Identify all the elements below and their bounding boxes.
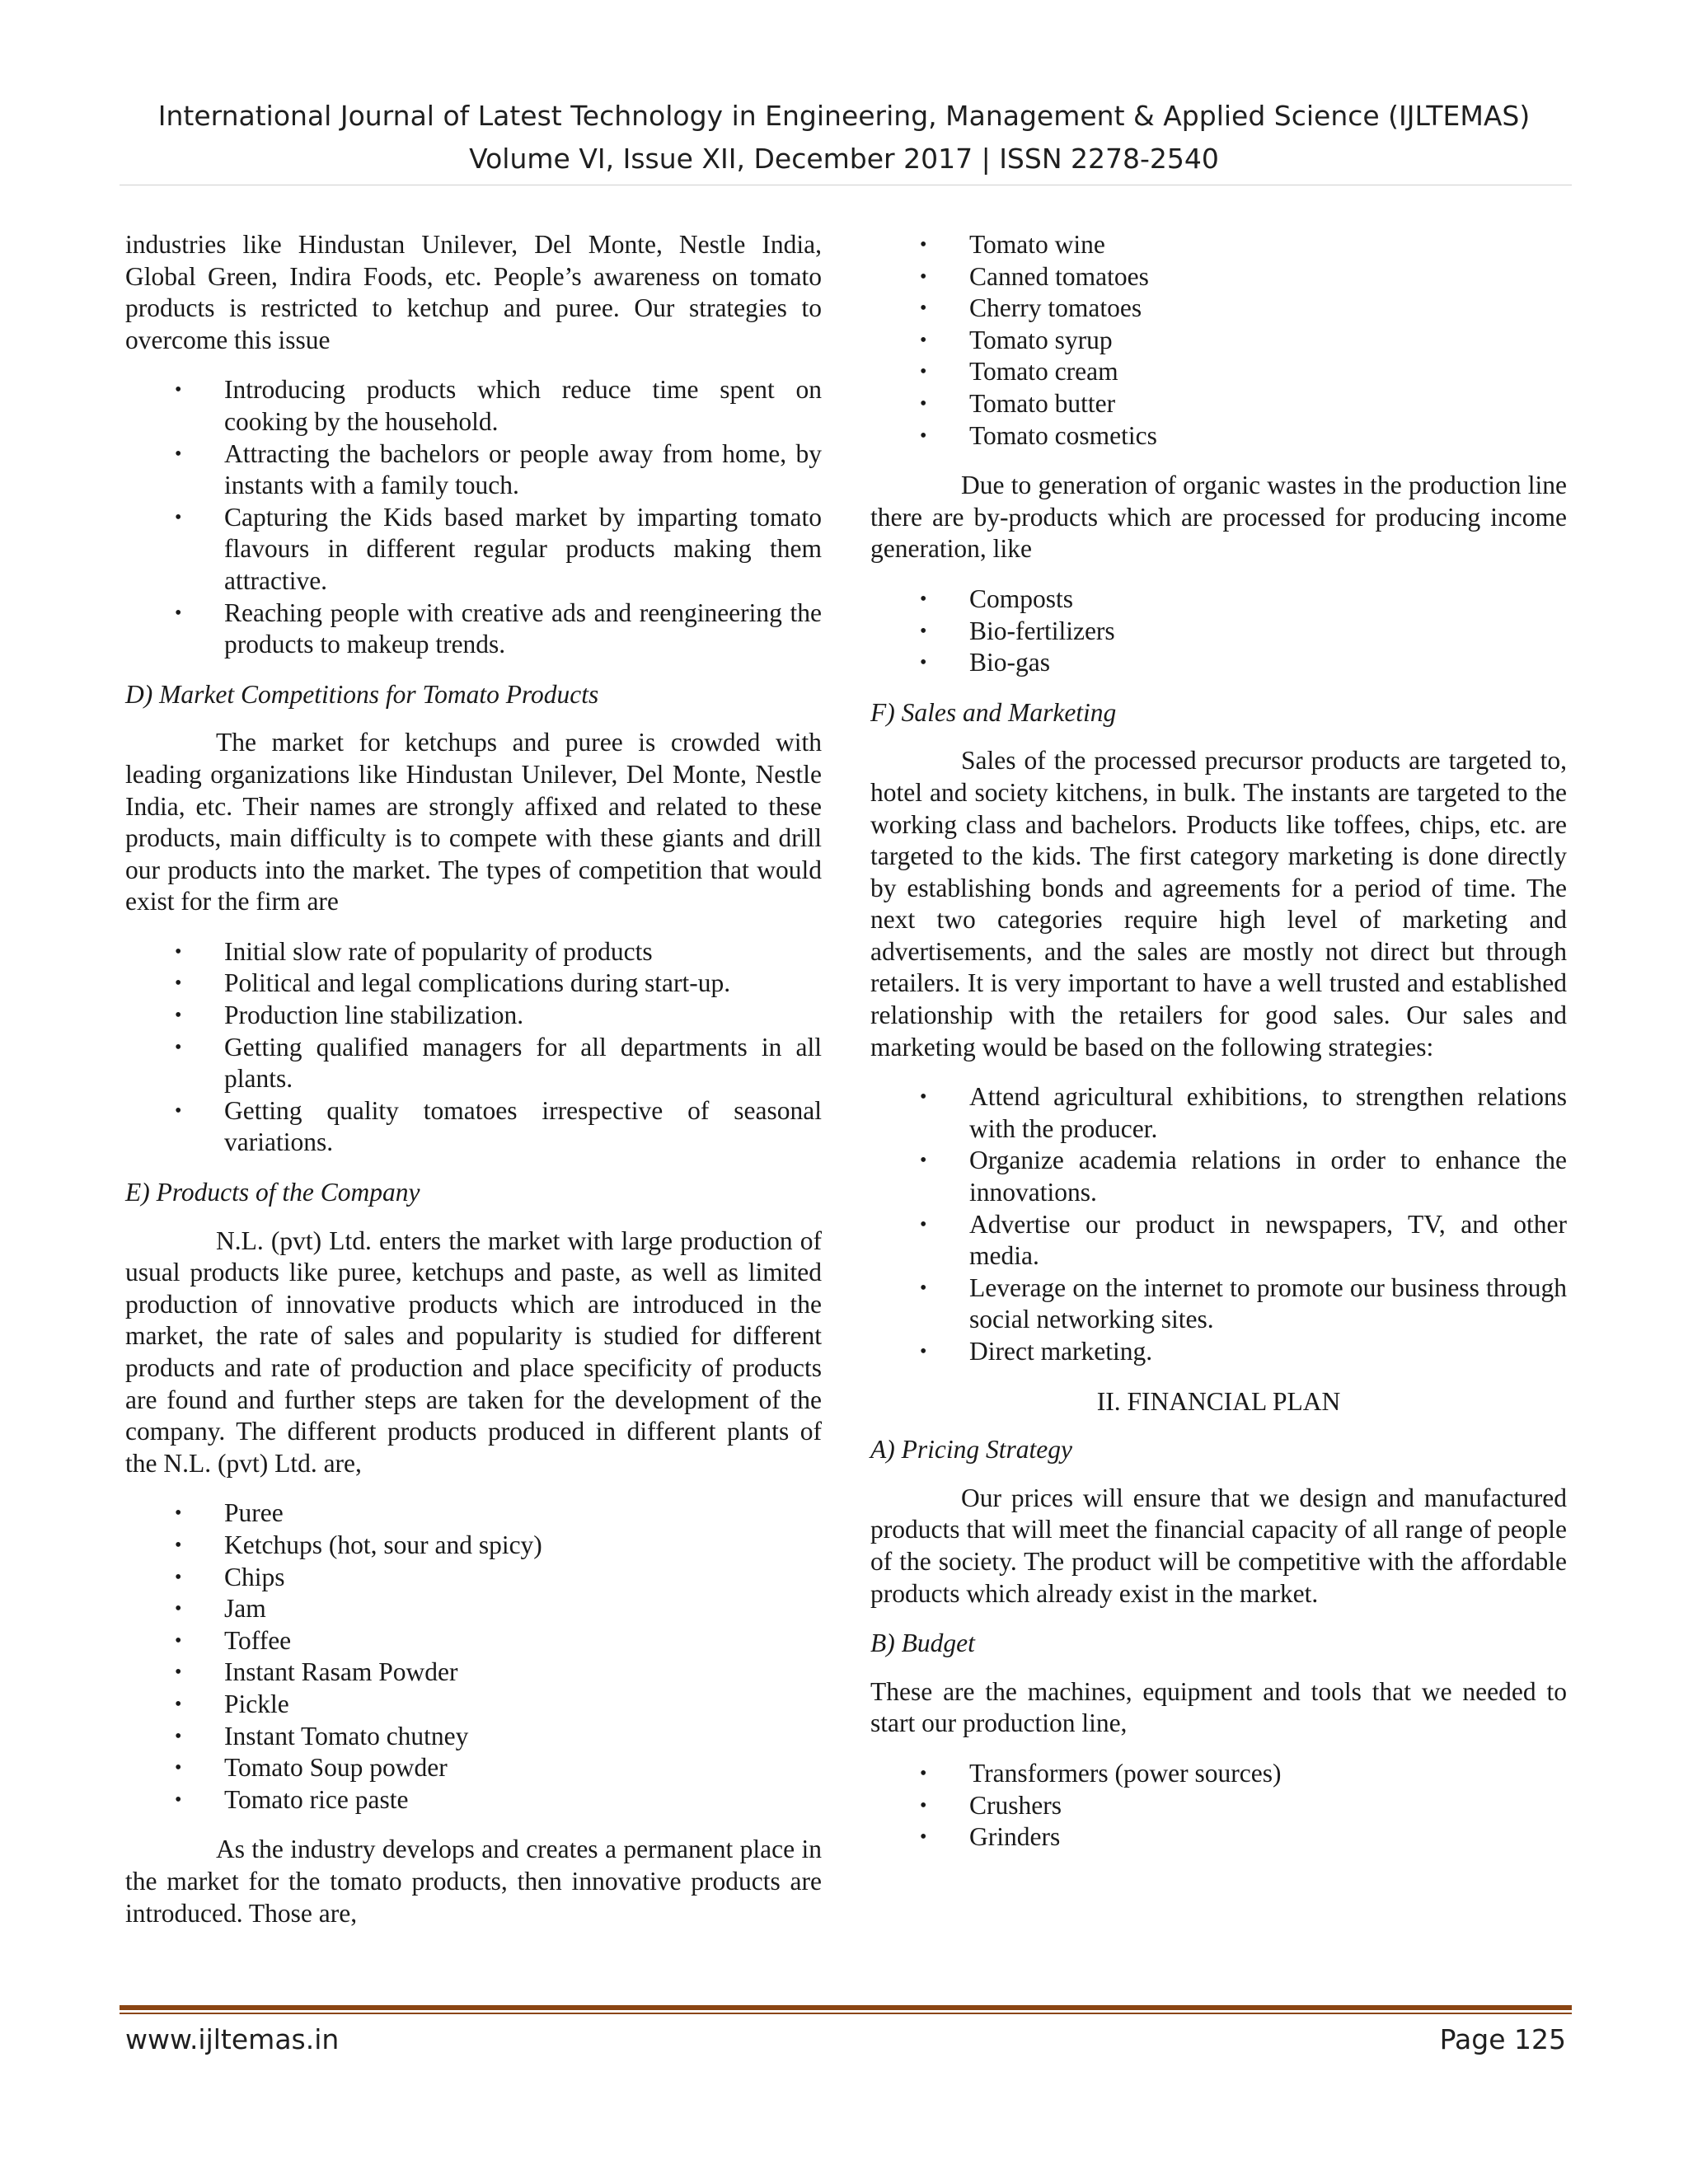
bullet-icon: • xyxy=(920,652,927,674)
list-item-text: Getting qualified managers for all departments in all plants. xyxy=(224,1032,822,1094)
list-item xyxy=(125,438,822,502)
journal-issue: Volume VI, Issue XII, December 2017 | ISSN 2278-2540 xyxy=(469,143,1219,175)
list-item-text: Pickle xyxy=(224,1689,289,1718)
bullet-icon: • xyxy=(175,1566,182,1588)
list-item-text: Bio-gas xyxy=(969,648,1050,677)
list-item-text: Toffee xyxy=(224,1625,292,1655)
list-item xyxy=(870,1758,1567,1790)
competition-list xyxy=(125,936,822,1159)
pricing-strategy-paragraph: Our prices will ensure that we design and manufactured products that will meet the financial capacity of all range of people of the society. The product will be competitive with the affordable products which already exist in the market. xyxy=(870,1483,1567,1608)
list-item-text: Leverage on the internet to promote our business through social networking sites. xyxy=(969,1272,1567,1334)
list-item-text: Capturing the Kids based market by imparting tomato flavours in different regular products making them attractive. xyxy=(224,502,822,595)
marketing-strategies-list xyxy=(870,1081,1567,1367)
heading-market-competitions: D) Market Competitions for Tomato Products xyxy=(125,679,599,709)
list-item xyxy=(870,388,1567,420)
bullet-icon: • xyxy=(175,602,182,624)
list-item-text: Ketchups (hot, sour and spicy) xyxy=(224,1530,542,1559)
bullet-icon: • xyxy=(175,1036,182,1058)
list-item-text: Production line stabilization. xyxy=(224,1001,524,1030)
market-competitions-paragraph: The market for ketchups and puree is crowded with leading organizations like Hindustan Unilever, Del Monte, Nestle India, etc. Their names are strongly affixed and related to these products, main difficulty is to compete with these giants and drill our products into the market. The types of competition that would exist for the firm are xyxy=(125,728,822,916)
bullet-icon: • xyxy=(175,1725,182,1747)
list-item-text: Tomato cream xyxy=(969,357,1118,387)
left-column xyxy=(125,229,822,1947)
list-item-text: Chips xyxy=(224,1562,285,1591)
list-item xyxy=(125,1530,822,1562)
journal-header xyxy=(0,95,1688,180)
list-item-text: Political and legal complications during start-up. xyxy=(224,968,731,998)
bullet-icon: • xyxy=(175,1502,182,1525)
list-item-text: Cherry tomatoes xyxy=(969,293,1142,323)
list-item xyxy=(125,1657,822,1689)
list-item xyxy=(870,616,1567,648)
budget-paragraph: These are the machines, equipment and tools that we needed to start our production line, xyxy=(870,1676,1567,1738)
list-item-text: Attracting the bachelors or people away from home, by instants with a family touch. xyxy=(224,438,822,500)
list-item xyxy=(125,1593,822,1625)
bullet-icon: • xyxy=(175,1693,182,1715)
list-item-text: Direct marketing. xyxy=(969,1337,1153,1366)
list-item-text: Bio-fertilizers xyxy=(969,616,1115,645)
list-item xyxy=(870,325,1567,357)
bullet-icon: • xyxy=(920,620,927,642)
bullet-icon: • xyxy=(920,588,927,610)
bullet-icon: • xyxy=(920,1277,927,1299)
journal-title: International Journal of Latest Technology in Engineering, Management & Applied Science (IJLTEMAS) xyxy=(157,100,1531,132)
list-item-text: Advertise our product in newspapers, TV, and other media. xyxy=(969,1209,1567,1271)
list-item xyxy=(870,1209,1567,1272)
list-item xyxy=(125,1721,822,1753)
list-item xyxy=(870,261,1567,293)
bullet-icon: • xyxy=(175,1534,182,1556)
products-list xyxy=(125,1497,822,1816)
equipment-list xyxy=(870,1758,1567,1854)
list-item xyxy=(125,1497,822,1530)
bullet-icon: • xyxy=(175,1788,182,1811)
list-item-text: Initial slow rate of popularity of products xyxy=(224,936,653,966)
list-item-text: Crushers xyxy=(969,1790,1062,1820)
bullet-icon: • xyxy=(920,1150,927,1172)
bullet-icon: • xyxy=(920,234,927,255)
list-item-text: Jam xyxy=(224,1594,266,1624)
list-item-text: Tomato Soup powder xyxy=(224,1753,448,1783)
list-item-text: Instant Tomato chutney xyxy=(224,1721,469,1750)
bullet-icon: • xyxy=(920,1341,927,1362)
list-item xyxy=(125,1000,822,1032)
list-item xyxy=(870,420,1567,452)
list-item-text: Getting quality tomatoes irrespective of seasonal variations. xyxy=(224,1095,822,1157)
list-item xyxy=(870,647,1567,679)
list-item xyxy=(870,1790,1567,1822)
footer-page-number: Page 125 xyxy=(1439,2023,1566,2055)
list-item xyxy=(125,1562,822,1594)
footer-website: www.ijltemas.in xyxy=(125,2023,340,2055)
bullet-icon: • xyxy=(175,1099,182,1122)
products-paragraph: N.L. (pvt) Ltd. enters the market with large production of usual products like puree, ketchups and paste, as well as limited production of innovative products which are introduced in the market, the rate of sales and popularity is studied for different products and rate of production and place specificity of products are found and further steps are taken for the development of the company. The different products produced in different plants of the N.L. (pvt) Ltd. are, xyxy=(125,1226,822,1478)
list-item-text: Canned tomatoes xyxy=(969,261,1149,291)
list-item-text: Tomato syrup xyxy=(969,325,1113,354)
list-item-text: Organize academia relations in order to enhance the innovations. xyxy=(969,1146,1567,1207)
bullet-icon: • xyxy=(175,1598,182,1620)
list-item xyxy=(125,1625,822,1657)
list-item xyxy=(125,936,822,968)
list-item-text: Composts xyxy=(969,583,1074,613)
list-item xyxy=(870,1081,1567,1145)
bullet-icon: • xyxy=(920,265,927,288)
list-item xyxy=(125,374,822,438)
innovative-intro-paragraph: As the industry develops and creates a permanent place in the market for the tomato products, then innovative products are introduced. Those are, xyxy=(125,1835,822,1928)
byproducts-list xyxy=(870,583,1567,679)
list-item-text: Attend agricultural exhibitions, to strengthen relations with the producer. xyxy=(969,1082,1567,1143)
strategies-list xyxy=(125,374,822,660)
list-item-text: Tomato rice paste xyxy=(224,1784,409,1814)
bullet-icon: • xyxy=(920,424,927,447)
bullet-icon: • xyxy=(920,1826,927,1849)
bullet-icon: • xyxy=(920,298,927,320)
list-item-text: Tomato wine xyxy=(969,230,1105,259)
bullet-icon: • xyxy=(175,379,182,401)
list-item xyxy=(870,583,1567,616)
list-item-text: Reaching people with creative ads and reengineering the products to makeup trends. xyxy=(224,598,822,659)
list-item xyxy=(125,1032,822,1095)
list-item xyxy=(125,598,822,661)
list-item-text: Tomato butter xyxy=(969,388,1116,418)
list-item-text: Introducing products which reduce time spent on cooking by the household. xyxy=(224,375,822,436)
list-item xyxy=(870,293,1567,325)
list-item-text: Instant Rasam Powder xyxy=(224,1657,458,1687)
bullet-icon: • xyxy=(920,1213,927,1235)
bullet-icon: • xyxy=(920,1086,927,1108)
list-item xyxy=(870,1821,1567,1854)
bullet-icon: • xyxy=(175,1757,182,1779)
bullet-icon: • xyxy=(920,361,927,383)
heading-pricing-strategy: A) Pricing Strategy xyxy=(870,1435,1072,1465)
sales-marketing-paragraph: Sales of the processed precursor products are targeted to, hotel and society kitchens, in bulk. The instants are targeted to the working class and bachelors. Products like toffees, chips, etc. are targeted to the kids. The first category marketing is done directly by establishing bonds and agreements for a period of time. The next two categories require high level of marketing and advertisements, and the sales are mostly not direct but through retailers. It is very important to have a well trusted and established relationship with the retailers for good sales. Our sales and marketing would be based on the following strategies: xyxy=(870,746,1567,1062)
heading-budget: B) Budget xyxy=(870,1629,975,1658)
bullet-icon: • xyxy=(920,392,927,415)
bullet-icon: • xyxy=(175,940,182,963)
bullet-icon: • xyxy=(175,1629,182,1652)
byproducts-paragraph: Due to generation of organic wastes in the production line there are by-products which are processed for producing income generation, like xyxy=(870,471,1567,564)
footer-divider-thick xyxy=(120,2005,1572,2010)
bullet-icon: • xyxy=(175,1661,182,1684)
list-item xyxy=(870,1336,1567,1368)
bullet-icon: • xyxy=(175,972,182,995)
list-item-text: Tomato cosmetics xyxy=(969,420,1157,450)
list-item xyxy=(870,1272,1567,1336)
list-item xyxy=(125,1095,822,1159)
intro-paragraph: industries like Hindustan Unilever, Del Monte, Nestle India, Global Green, Indira Foods, etc. People’s awareness on tomato products is restricted to ketchup and puree. Our strategies to overcome this issue xyxy=(125,230,822,354)
list-item-text: Grinders xyxy=(969,1822,1061,1852)
bullet-icon: • xyxy=(175,1005,182,1027)
list-item xyxy=(870,229,1567,261)
list-item-text: Puree xyxy=(224,1498,284,1528)
list-item xyxy=(125,968,822,1000)
list-item xyxy=(125,1689,822,1721)
list-item xyxy=(125,1784,822,1816)
bullet-icon: • xyxy=(920,329,927,351)
bullet-icon: • xyxy=(175,506,182,528)
bullet-icon: • xyxy=(920,1762,927,1784)
list-item xyxy=(125,1752,822,1784)
bullet-icon: • xyxy=(175,443,182,465)
innovative-products-list xyxy=(870,229,1567,452)
list-item xyxy=(125,502,822,598)
list-item-text: Transformers (power sources) xyxy=(969,1758,1282,1788)
bullet-icon: • xyxy=(920,1794,927,1816)
heading-products: E) Products of the Company xyxy=(125,1178,420,1207)
footer-divider-thin xyxy=(120,2013,1572,2014)
list-item xyxy=(870,356,1567,388)
right-column xyxy=(870,229,1567,1872)
list-item xyxy=(870,1145,1567,1208)
section-title-financial-plan: II. FINANCIAL PLAN xyxy=(1096,1386,1341,1416)
heading-sales-marketing: F) Sales and Marketing xyxy=(870,697,1117,727)
